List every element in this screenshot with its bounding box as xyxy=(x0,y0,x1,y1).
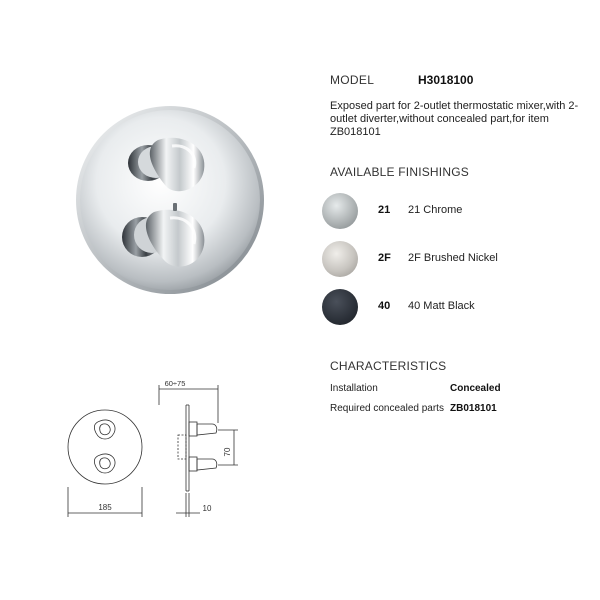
front-view-upper-knob xyxy=(94,420,115,439)
dim-plate-label: 10 xyxy=(202,504,212,513)
front-view-lower-knob xyxy=(94,454,115,473)
finishings-title: AVAILABLE FINISHINGS xyxy=(330,165,469,179)
characteristics-title: CHARACTERISTICS xyxy=(330,359,447,373)
finish-name: 2F Brushed Nickel xyxy=(408,252,498,264)
characteristic-label: Installation xyxy=(330,383,378,394)
finish-name: 40 Matt Black xyxy=(408,300,475,312)
brushed-nickel-swatch xyxy=(322,241,358,277)
characteristic-label: Required concealed parts xyxy=(330,403,444,414)
finish-item-matt-black xyxy=(322,289,582,325)
product-description: Exposed part for 2-outlet thermostatic mixer,with 2-outlet diverter,without concealed part,for item ZB018101 xyxy=(330,100,579,138)
finish-code: 2F xyxy=(378,252,391,264)
finish-item-chrome xyxy=(322,193,582,229)
model-label: MODEL xyxy=(330,73,375,87)
dim-width-label: 185 xyxy=(98,503,112,512)
product-photo xyxy=(70,100,270,300)
finish-item-brushed-nickel xyxy=(322,241,582,277)
matt-black-swatch xyxy=(322,289,358,325)
side-view-lower-knob xyxy=(197,459,217,470)
side-view-upper-knob xyxy=(197,424,217,435)
finish-code: 40 xyxy=(378,300,391,312)
chrome-swatch xyxy=(322,193,358,229)
dim-height-label: 70 xyxy=(223,447,232,457)
finish-code: 21 xyxy=(378,204,391,216)
dim-depth-label: 60÷75 xyxy=(164,379,186,388)
model-code: H3018100 xyxy=(418,73,474,87)
technical-drawing xyxy=(60,375,250,525)
characteristic-value: ZB018101 xyxy=(450,403,497,414)
characteristic-value: Concealed xyxy=(450,383,501,394)
finish-name: 21 Chrome xyxy=(408,204,463,216)
